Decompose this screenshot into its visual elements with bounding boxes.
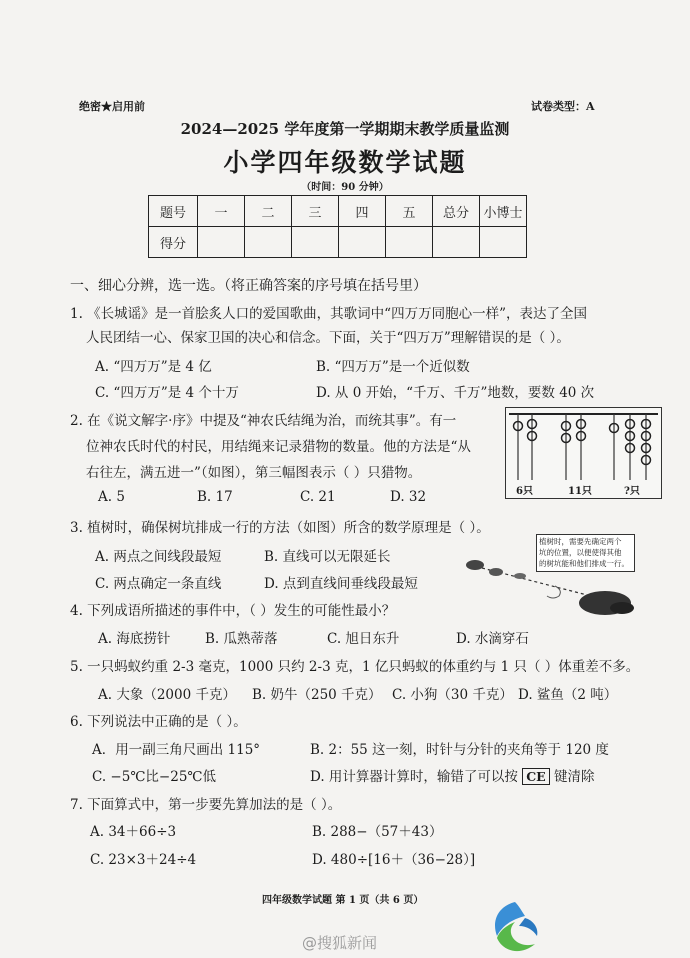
score-input-cell — [386, 227, 433, 258]
note-line: 植树时，需要先确定两个 — [539, 537, 622, 546]
q4-option-d: D. 水滴穿石 — [456, 631, 529, 647]
q2-option-c: C. 21 — [300, 489, 336, 505]
q4-option-c: C. 旭日东升 — [327, 631, 400, 647]
table-cell: 得分 — [149, 227, 198, 258]
question-1-line-2: 人民团结一心、保家卫国的决心和信念。下面，关于“四万万”理解错误的是（ ）。 — [86, 330, 570, 346]
watermark-text: @搜狐新闻 — [302, 934, 378, 952]
score-input-cell — [480, 227, 527, 258]
q7-option-b: B. 288−（57＋43） — [312, 824, 443, 840]
question-1-line-1: 1. 《长城谣》是一首脍炙人口的爱国歌曲，其歌词中“四万万同胞心一样”，表达了全国 — [70, 306, 587, 322]
page-footer: 四年级数学试题 第 1 页（共 6 页） — [262, 895, 424, 906]
q2-option-b: B. 17 — [197, 489, 233, 505]
score-input-cell — [292, 227, 339, 258]
question-2-line-3: 右往左，满五进一”（如图），第三幅图表示（ ）只猎物。 — [86, 465, 422, 481]
note-line: 的树坑能和他们排成一行。 — [539, 559, 629, 568]
q1-option-c: C. “四万万”是 4 个十万 — [95, 385, 239, 401]
question-2-line-2: 位神农氏时代的村民，用结绳来记录猎物的数量。他的方法是“从 — [86, 439, 471, 455]
question-5-line-1: 5. 一只蚂蚁约重 2-3 毫克，1000 只约 2-3 克，1 亿只蚂蚁的体重约与 1 只（ ）体重差不多。 — [70, 659, 640, 675]
paper-type-label: 试卷类型：A — [531, 100, 595, 113]
q2-option-a: A. 5 — [98, 489, 125, 505]
figure-label: ?只 — [624, 486, 640, 497]
page-title: 小学四年级数学试题 — [223, 148, 467, 177]
q6-option-c: C. −5℃比−25℃低 — [92, 769, 217, 785]
table-cell: 一 — [198, 196, 245, 227]
score-input-cell — [198, 227, 245, 258]
score-input-cell — [245, 227, 292, 258]
ce-key-label: CE — [522, 768, 549, 785]
knot-rope-figure — [505, 407, 662, 499]
q2-option-d: D. 32 — [390, 489, 427, 505]
figure-label: 6只 — [516, 486, 533, 497]
q5-option-b: B. 奶牛（250 千克） — [252, 687, 382, 703]
score-input-cell — [339, 227, 386, 258]
score-table-header-row — [149, 196, 527, 227]
q5-option-d: D. 鲨鱼（2 吨） — [518, 687, 618, 703]
score-input-cell — [433, 227, 480, 258]
exam-title: 2024—2025 学年度第一学期期末教学质量监测 — [180, 120, 510, 138]
sohu-logo-icon — [485, 898, 545, 956]
q1-option-d: D. 从 0 开始，“千万、千万”地数，要数 40 次 — [316, 385, 595, 401]
question-6-line-1: 6. 下列说法中正确的是（ ）。 — [70, 714, 247, 730]
q6-option-d-suffix: 键清除 — [554, 769, 595, 785]
table-cell: 三 — [292, 196, 339, 227]
q6-option-a: A．用一副三角尺画出 115° — [92, 742, 261, 758]
q6-option-d-text: D. 用计算器计算时，输错了可以按 — [310, 769, 518, 785]
question-3-line-1: 3. 植树时，确保树坑排成一行的方法（如图）所含的数学原理是（ ）。 — [70, 520, 490, 536]
table-cell: 总分 — [433, 196, 480, 227]
q3-option-c: C. 两点确定一条直线 — [95, 576, 222, 592]
exam-time: （时间：90 分钟） — [301, 182, 389, 193]
question-4-line-1: 4. 下列成语所描述的事件中，（ ）发生的可能性最小？ — [70, 603, 396, 619]
section-title: 一、细心分辨，选一选。（将正确答案的序号填在括号里） — [70, 278, 427, 294]
q6-option-d — [310, 765, 595, 785]
q1-option-a: A. “四万万”是 4 亿 — [95, 359, 212, 375]
score-table — [148, 195, 527, 258]
q3-option-d: D. 点到直线间垂线段最短 — [264, 576, 418, 592]
table-cell: 五 — [386, 196, 433, 227]
q3-option-b: B. 直线可以无限延长 — [264, 549, 391, 565]
figure-label: 11只 — [568, 486, 592, 497]
table-cell: 小博士 — [480, 196, 527, 227]
q1-option-b: B. “四万万”是一个近似数 — [316, 359, 470, 375]
table-cell: 题号 — [149, 196, 198, 227]
q6-option-b: B. 2：55 这一刻，时针与分针的夹角等于 120 度 — [310, 742, 609, 758]
table-cell: 二 — [245, 196, 292, 227]
q4-option-b: B. 瓜熟蒂落 — [205, 631, 278, 647]
table-cell: 四 — [339, 196, 386, 227]
q7-option-c: C. 23×3＋24÷4 — [90, 852, 197, 868]
q5-option-a: A. 大象（2000 千克） — [98, 687, 236, 703]
q4-option-a: A. 海底捞针 — [98, 631, 171, 647]
score-table-score-row — [149, 227, 527, 258]
q5-option-c: C. 小狗（30 千克） — [392, 687, 513, 703]
question-2-line-1: 2. 在《说文解字·序》中提及“神农氏结绳为治，而统其事”。有一 — [70, 413, 457, 429]
tree-planting-illustration — [460, 548, 660, 638]
confidential-label: 绝密★启用前 — [79, 100, 145, 113]
question-7-line-1: 7. 下面算式中，第一步要先算加法的是（ ）。 — [70, 797, 342, 813]
q7-option-a: A. 34＋66÷3 — [90, 824, 177, 840]
q7-option-d: D. 480÷[16＋（36−28）] — [312, 852, 476, 868]
q3-option-a: A. 两点之间线段最短 — [95, 549, 222, 565]
note-line: 坑的位置，以便使得其他 — [539, 548, 622, 557]
